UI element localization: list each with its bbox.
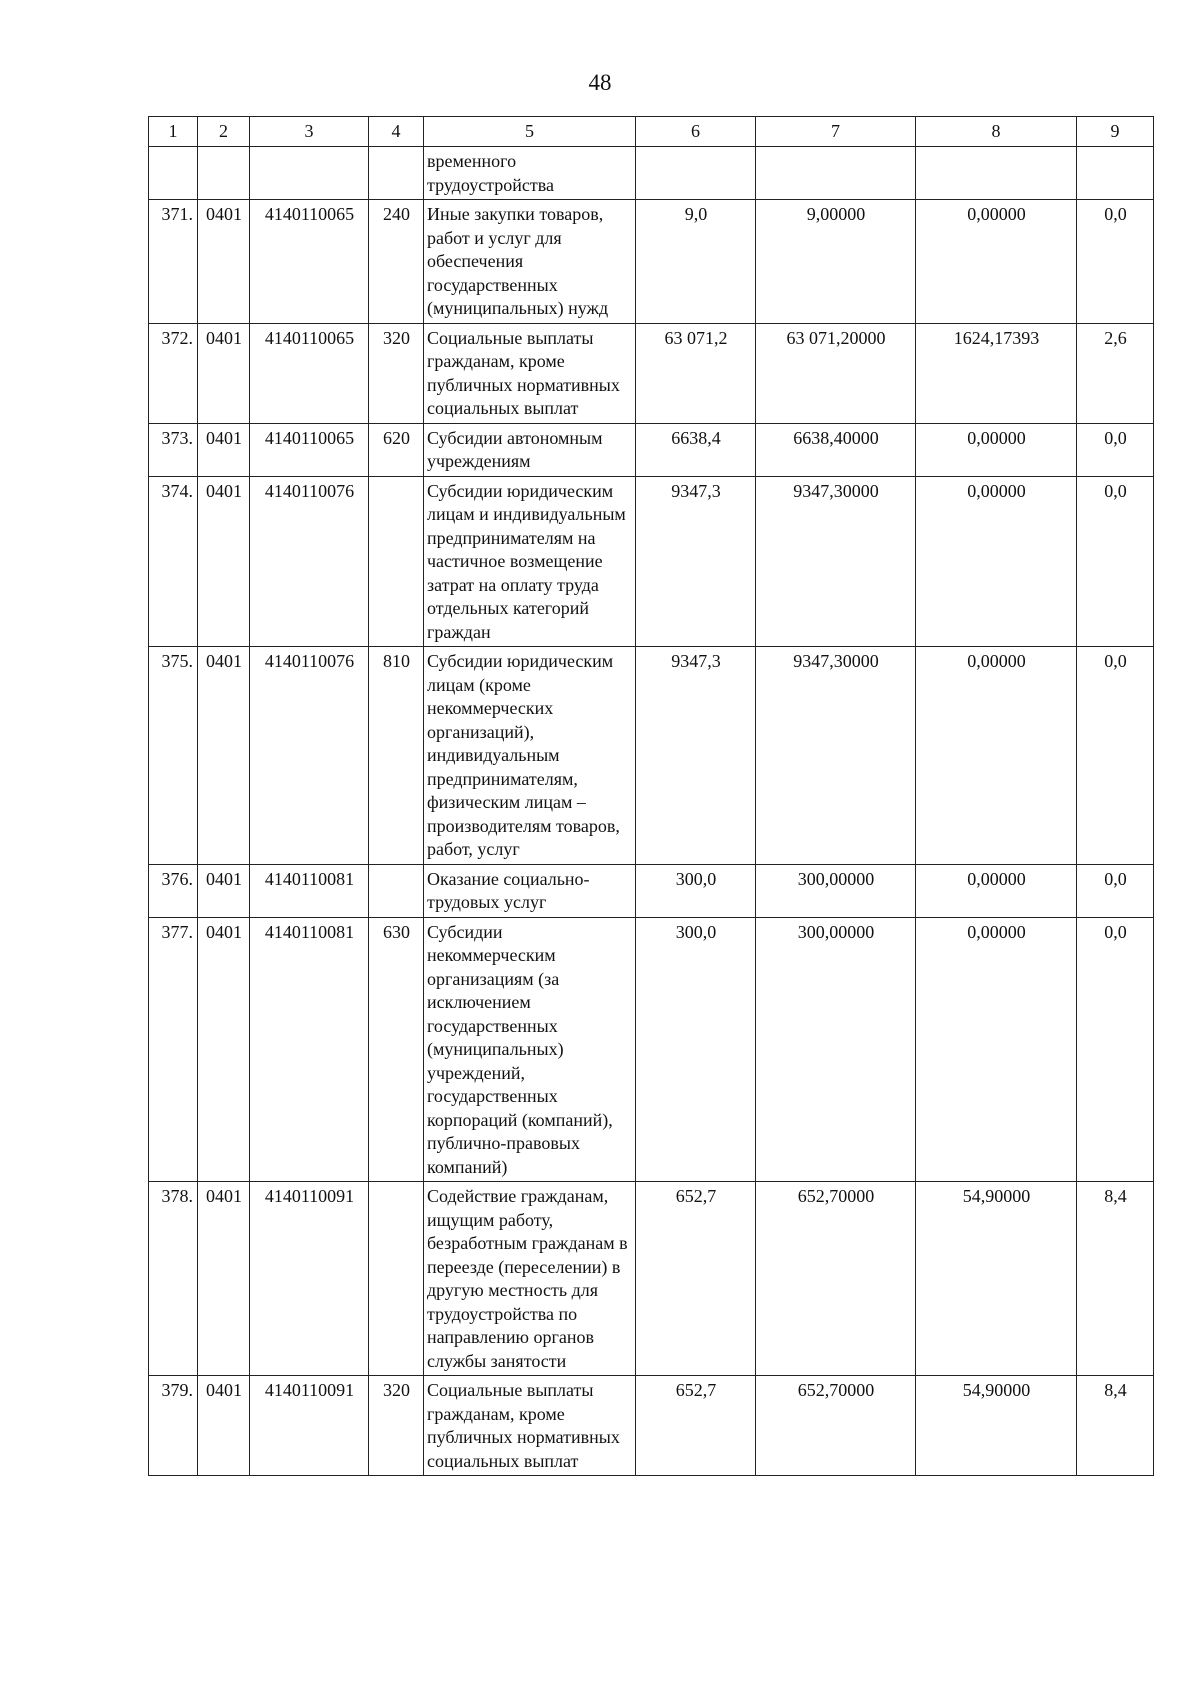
value-col9: 0,0 bbox=[1077, 476, 1154, 647]
section-code: 0401 bbox=[198, 476, 250, 647]
table-row bbox=[149, 864, 1154, 917]
value-col7: 9,00000 bbox=[756, 200, 916, 324]
value-col8: 0,00000 bbox=[916, 476, 1077, 647]
item-name: Субсидии некоммерческим организациям (за исключением государственных (муниципальных) учреждений, государственных корпораций (компаний), публично-правовых компаний) bbox=[424, 917, 636, 1182]
target-code: 4140110065 bbox=[250, 423, 369, 476]
row-number: 371. bbox=[149, 200, 198, 324]
expense-type-code: 320 bbox=[369, 323, 424, 423]
value-col9: 0,0 bbox=[1077, 917, 1154, 1182]
value-col8: 1624,17393 bbox=[916, 323, 1077, 423]
value-col8: 0,00000 bbox=[916, 917, 1077, 1182]
expense-type-code: 630 bbox=[369, 917, 424, 1182]
value-col6: 9,0 bbox=[636, 200, 756, 324]
table-row bbox=[149, 423, 1154, 476]
section-code: 0401 bbox=[198, 323, 250, 423]
expense-type-code: 320 bbox=[369, 1376, 424, 1476]
budget-table bbox=[148, 116, 1154, 1476]
page-number: 48 bbox=[588, 70, 612, 95]
item-name: Социальные выплаты гражданам, кроме публичных нормативных социальных выплат bbox=[424, 1376, 636, 1476]
table-row bbox=[149, 917, 1154, 1182]
table-row bbox=[149, 476, 1154, 647]
value-col6: 9347,3 bbox=[636, 647, 756, 865]
column-header: 8 bbox=[916, 117, 1077, 147]
value-col9 bbox=[1077, 147, 1154, 200]
value-col6: 9347,3 bbox=[636, 476, 756, 647]
value-col7: 300,00000 bbox=[756, 864, 916, 917]
row-number: 373. bbox=[149, 423, 198, 476]
expense-type-code bbox=[369, 147, 424, 200]
table-row bbox=[149, 1376, 1154, 1476]
value-col8: 54,90000 bbox=[916, 1376, 1077, 1476]
target-code: 4140110065 bbox=[250, 323, 369, 423]
item-name: Оказание социально-трудовых услуг bbox=[424, 864, 636, 917]
value-col8: 0,00000 bbox=[916, 423, 1077, 476]
value-col6: 63 071,2 bbox=[636, 323, 756, 423]
table-row bbox=[149, 1182, 1154, 1376]
target-code: 4140110091 bbox=[250, 1376, 369, 1476]
value-col7: 9347,30000 bbox=[756, 476, 916, 647]
item-name: Иные закупки товаров, работ и услуг для обеспечения государственных (муниципальных) нужд bbox=[424, 200, 636, 324]
expense-type-code bbox=[369, 1182, 424, 1376]
value-col9: 0,0 bbox=[1077, 200, 1154, 324]
value-col6: 652,7 bbox=[636, 1182, 756, 1376]
value-col9: 0,0 bbox=[1077, 423, 1154, 476]
value-col6: 652,7 bbox=[636, 1376, 756, 1476]
expense-type-code: 240 bbox=[369, 200, 424, 324]
value-col6: 6638,4 bbox=[636, 423, 756, 476]
value-col6: 300,0 bbox=[636, 864, 756, 917]
column-header: 2 bbox=[198, 117, 250, 147]
table-row bbox=[149, 323, 1154, 423]
section-code: 0401 bbox=[198, 1182, 250, 1376]
value-col7: 6638,40000 bbox=[756, 423, 916, 476]
section-code bbox=[198, 147, 250, 200]
value-col7: 63 071,20000 bbox=[756, 323, 916, 423]
column-header: 3 bbox=[250, 117, 369, 147]
value-col8: 0,00000 bbox=[916, 864, 1077, 917]
value-col6 bbox=[636, 147, 756, 200]
value-col7 bbox=[756, 147, 916, 200]
column-header: 7 bbox=[756, 117, 916, 147]
value-col9: 8,4 bbox=[1077, 1376, 1154, 1476]
expense-type-code bbox=[369, 476, 424, 647]
item-name: Субсидии автономным учреждениям bbox=[424, 423, 636, 476]
expense-type-code: 620 bbox=[369, 423, 424, 476]
column-header: 9 bbox=[1077, 117, 1154, 147]
section-code: 0401 bbox=[198, 423, 250, 476]
header-row bbox=[149, 117, 1154, 147]
section-code: 0401 bbox=[198, 864, 250, 917]
section-code: 0401 bbox=[198, 1376, 250, 1476]
value-col9: 8,4 bbox=[1077, 1182, 1154, 1376]
column-header: 1 bbox=[149, 117, 198, 147]
item-name: Содействие гражданам, ищущим работу, безработным гражданам в переезде (переселении) в другую местность для трудоустройства по направлению органов службы занятости bbox=[424, 1182, 636, 1376]
row-number: 379. bbox=[149, 1376, 198, 1476]
section-code: 0401 bbox=[198, 917, 250, 1182]
value-col8: 54,90000 bbox=[916, 1182, 1077, 1376]
row-number bbox=[149, 147, 198, 200]
value-col7: 652,70000 bbox=[756, 1376, 916, 1476]
target-code: 4140110065 bbox=[250, 200, 369, 324]
item-name: Субсидии юридическим лицам и индивидуальным предпринимателям на частичное возмещение затрат на оплату труда отдельных категорий граждан bbox=[424, 476, 636, 647]
value-col7: 652,70000 bbox=[756, 1182, 916, 1376]
target-code: 4140110076 bbox=[250, 647, 369, 865]
value-col8: 0,00000 bbox=[916, 200, 1077, 324]
value-col8: 0,00000 bbox=[916, 647, 1077, 865]
target-code: 4140110091 bbox=[250, 1182, 369, 1376]
item-name: временного трудоустройства bbox=[424, 147, 636, 200]
row-number: 376. bbox=[149, 864, 198, 917]
table-row bbox=[149, 647, 1154, 865]
row-number: 374. bbox=[149, 476, 198, 647]
value-col8 bbox=[916, 147, 1077, 200]
table-row bbox=[149, 147, 1154, 200]
target-code: 4140110076 bbox=[250, 476, 369, 647]
column-header: 6 bbox=[636, 117, 756, 147]
value-col7: 9347,30000 bbox=[756, 647, 916, 865]
item-name: Социальные выплаты гражданам, кроме публичных нормативных социальных выплат bbox=[424, 323, 636, 423]
expense-type-code: 810 bbox=[369, 647, 424, 865]
column-header: 5 bbox=[424, 117, 636, 147]
expense-type-code bbox=[369, 864, 424, 917]
value-col9: 0,0 bbox=[1077, 647, 1154, 865]
section-code: 0401 bbox=[198, 200, 250, 324]
item-name: Субсидии юридическим лицам (кроме некоммерческих организаций), индивидуальным предпринимателям, физическим лицам – производителям товаров, работ, услуг bbox=[424, 647, 636, 865]
value-col9: 2,6 bbox=[1077, 323, 1154, 423]
row-number: 372. bbox=[149, 323, 198, 423]
row-number: 377. bbox=[149, 917, 198, 1182]
target-code: 4140110081 bbox=[250, 917, 369, 1182]
section-code: 0401 bbox=[198, 647, 250, 865]
column-header: 4 bbox=[369, 117, 424, 147]
row-number: 378. bbox=[149, 1182, 198, 1376]
table-row bbox=[149, 200, 1154, 324]
value-col7: 300,00000 bbox=[756, 917, 916, 1182]
value-col9: 0,0 bbox=[1077, 864, 1154, 917]
target-code bbox=[250, 147, 369, 200]
value-col6: 300,0 bbox=[636, 917, 756, 1182]
target-code: 4140110081 bbox=[250, 864, 369, 917]
row-number: 375. bbox=[149, 647, 198, 865]
